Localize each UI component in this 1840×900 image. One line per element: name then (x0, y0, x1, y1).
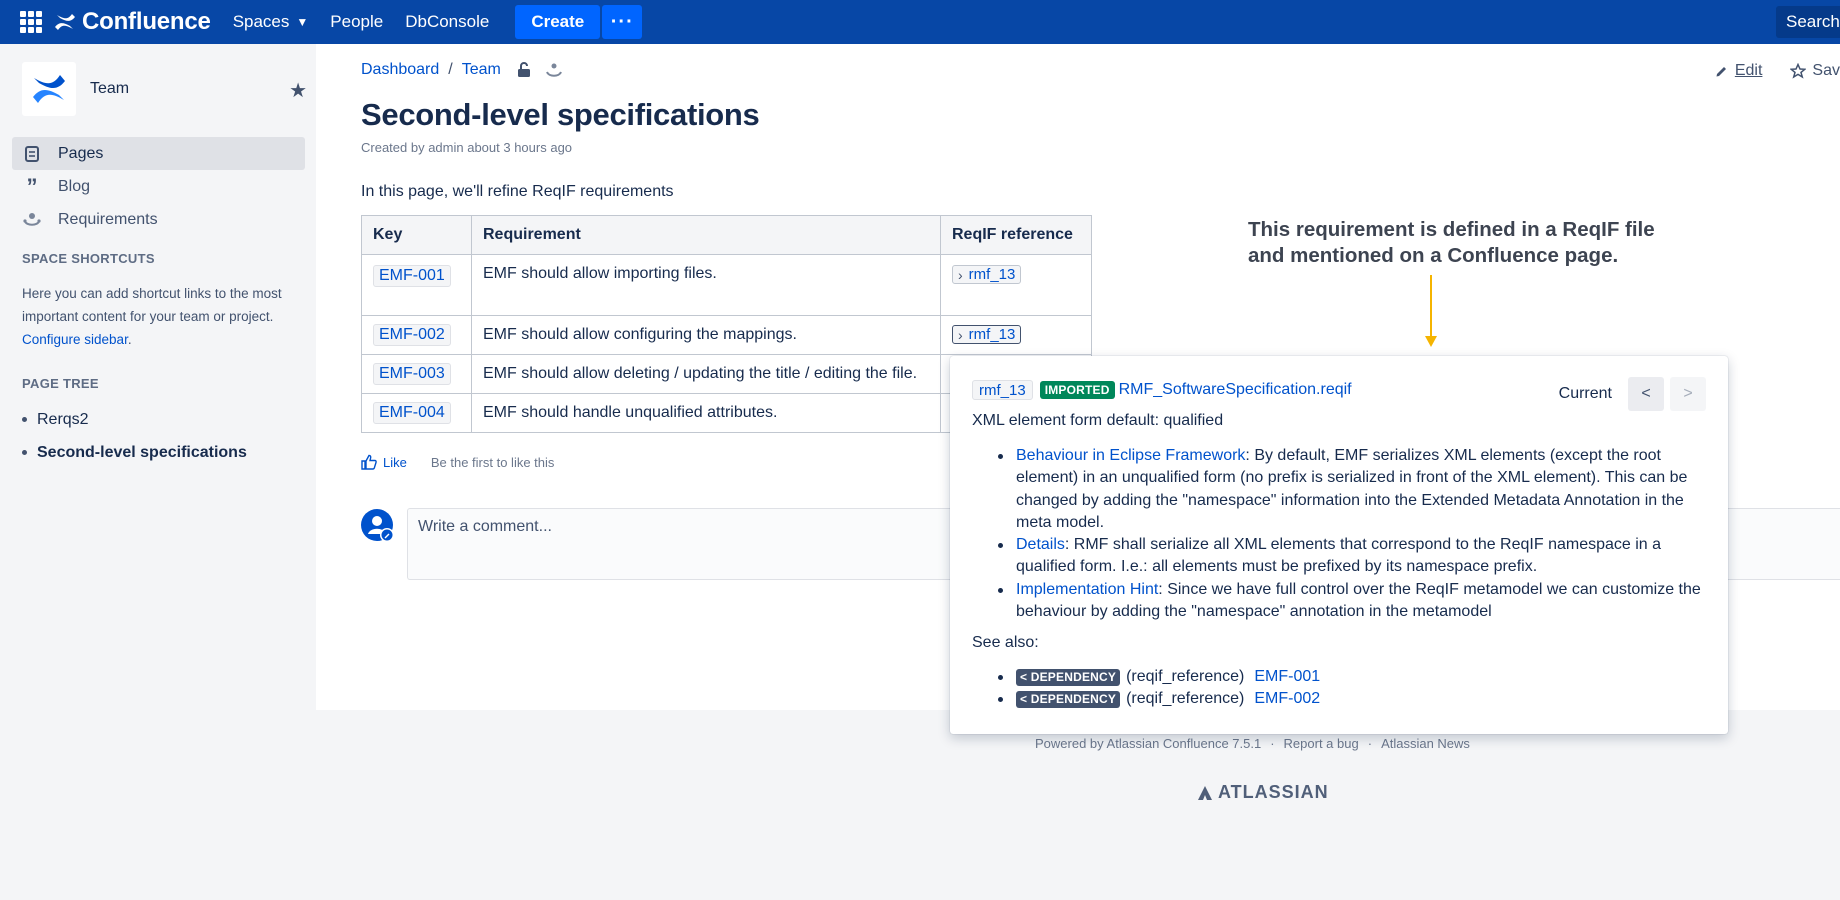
page-intro: In this page, we'll refine ReqIF requirements (361, 183, 674, 200)
page-tree (22, 403, 247, 469)
column-header-requirement: Requirement (472, 216, 941, 255)
sidebar-item-requirements[interactable] (12, 203, 305, 236)
thumbs-up-icon (361, 454, 377, 470)
create-button[interactable]: Create (515, 5, 600, 39)
atlassian-logo-icon (1197, 785, 1213, 801)
detail-title-link[interactable]: Behaviour in Eclipse Framework (1016, 447, 1246, 464)
app-switcher-icon[interactable] (20, 11, 42, 33)
like-row (361, 454, 554, 470)
requirement-cell: EMF should allow configuring the mappings. (472, 316, 941, 355)
spaces-menu[interactable] (233, 12, 309, 32)
reqif-id-chip[interactable]: rmf_13 (972, 380, 1033, 400)
list-item (972, 579, 1706, 624)
tree-item-rerqs2[interactable] (22, 403, 247, 436)
edit-label: Edit (1734, 62, 1763, 79)
reference-cell (941, 316, 1092, 355)
see-also-label: See also: (972, 634, 1039, 651)
list-item (972, 445, 1706, 534)
save-for-later-button[interactable] (1790, 62, 1840, 80)
star-outline-icon (1790, 63, 1806, 79)
page-status-icon[interactable] (545, 61, 563, 79)
space-header (22, 62, 307, 116)
reqif-reference-label: rmf_13 (968, 326, 1016, 344)
quote-icon: ” (26, 173, 38, 199)
footer-links (1035, 736, 1470, 751)
sidebar-item-label: Blog (58, 177, 91, 195)
current-version-label: Current (1558, 385, 1612, 402)
chevron-right-icon: › (958, 326, 963, 343)
page-actions (1687, 62, 1840, 80)
page-icon (22, 146, 42, 162)
chevron-right-icon: › (958, 266, 963, 283)
space-shortcuts-text: Here you can add shortcut links to the most important content for your team or project. Configure sidebar. (22, 286, 282, 347)
breadcrumb-team[interactable]: Team (461, 61, 501, 78)
requirement-cell: EMF should allow deleting / updating the title / editing the file. (472, 355, 941, 394)
space-name[interactable]: Team (90, 80, 130, 97)
key-cell (362, 316, 472, 355)
sidebar (0, 44, 316, 900)
annotation-callout (1248, 217, 1655, 269)
next-version-button[interactable]: > (1670, 377, 1706, 411)
pencil-icon (1715, 64, 1729, 78)
page-title: Second-level specifications (361, 97, 760, 132)
like-label: Like (383, 454, 407, 470)
powered-by-text: Powered by Atlassian Confluence 7.5.1 (1035, 736, 1262, 751)
version-navigation (1559, 377, 1706, 411)
requirement-key-link[interactable]: EMF-004 (373, 402, 451, 424)
search-input[interactable]: Search (1776, 6, 1840, 38)
sidebar-item-label: Requirements (58, 210, 158, 228)
dependency-link[interactable]: EMF-001 (1254, 668, 1321, 686)
reqif-reference-chip[interactable] (952, 265, 1021, 284)
list-item (972, 534, 1706, 579)
like-hint: Be the first to like this (430, 454, 555, 470)
footer (316, 710, 1840, 900)
requirement-cell: EMF should allow importing files. (472, 255, 941, 316)
column-header-key: Key (362, 216, 472, 255)
top-navigation (0, 0, 1840, 44)
edit-button[interactable] (1715, 62, 1763, 80)
breadcrumb-separator: / (448, 61, 453, 78)
table-row (362, 255, 1092, 316)
space-logo[interactable] (22, 62, 76, 116)
atlassian-news-link[interactable]: Atlassian News (1381, 736, 1470, 751)
requirement-key-link[interactable]: EMF-003 (373, 363, 451, 385)
dependency-type: (reqif_reference) (1126, 690, 1245, 708)
dependency-type: (reqif_reference) (1126, 668, 1245, 686)
star-icon[interactable]: ★ (289, 80, 307, 102)
dependency-badge: < DEPENDENCY (1016, 669, 1120, 686)
detail-text: : Since we have full control over the ReqIF metamodel we can customize the behaviour by adding the "namespace" annotation in the metamodel (1016, 580, 1701, 621)
reqif-file-link[interactable]: RMF_SoftwareSpecification.reqif (1118, 381, 1352, 398)
spaces-label: Spaces (232, 12, 290, 31)
requirement-key-link[interactable]: EMF-002 (373, 324, 451, 346)
column-header-reqif-reference: ReqIF reference (941, 216, 1092, 255)
space-shortcuts-title: SPACE SHORTCUTS (22, 251, 155, 266)
dependency-badge: < DEPENDENCY (1016, 691, 1120, 708)
atlassian-brand: ATLASSIAN (1218, 782, 1329, 802)
detail-title-link[interactable]: Implementation Hint (1016, 580, 1159, 598)
requirement-key-link[interactable]: EMF-001 (373, 265, 451, 287)
dbconsole-link[interactable]: DbConsole (405, 12, 490, 31)
create-more-button[interactable]: ··· (602, 5, 642, 39)
annotation-arrow (1430, 275, 1432, 340)
arrow-down-icon (1425, 336, 1437, 347)
requirement-cell: EMF should handle unqualified attributes. (472, 394, 941, 433)
avatar (361, 509, 395, 543)
bullet-icon (22, 417, 27, 422)
people-link[interactable]: People (330, 12, 384, 31)
footer-separator: · (1367, 736, 1373, 751)
shortcuts-description: Here you can add shortcut links to the most important content for your team or project. (22, 286, 282, 324)
dependency-link[interactable]: EMF-002 (1254, 690, 1321, 708)
unlock-icon[interactable] (517, 62, 531, 78)
annotation-line: and mentioned on a Confluence page. (1248, 244, 1619, 267)
like-button[interactable] (361, 454, 407, 470)
detail-text: : By default, EMF serializes XML elements (except the root element) in an unqualified form (no prefix is serialized in front of the XML element). This can be changed by adding the "namespace" information into the Extended Metadata Annotation in the meta model. (1016, 447, 1688, 531)
popup-header (972, 380, 1352, 400)
status-badge: IMPORTED (1040, 381, 1115, 399)
save-label: Sav (1812, 62, 1840, 79)
detail-text: : RMF shall serialize all XML elements that correspond to the ReqIF namespace in a qualified form. I.e.: all elements must be prefixed by its namespace prefix. (1016, 536, 1662, 576)
requirements-icon (22, 212, 42, 228)
table-header-row (362, 216, 1092, 255)
report-bug-link[interactable]: Report a bug (1283, 736, 1359, 751)
sidebar-nav (12, 137, 305, 236)
reqif-reference-label: rmf_13 (968, 266, 1016, 283)
dependencies-list (972, 666, 1320, 711)
key-cell (362, 355, 472, 394)
breadcrumb (361, 61, 563, 79)
reference-cell (941, 255, 1092, 316)
chevron-down-icon: ▼ (296, 15, 309, 29)
list-item (972, 688, 1320, 710)
configure-sidebar-link[interactable]: Configure sidebar (22, 332, 128, 347)
sidebar-item-pages[interactable] (12, 137, 305, 170)
breadcrumb-dashboard[interactable]: Dashboard (361, 61, 440, 78)
tree-item-label: Rerqs2 (37, 410, 89, 428)
detail-title-link[interactable]: Details (1016, 536, 1065, 554)
key-cell (362, 394, 472, 433)
bullet-icon (22, 450, 27, 455)
table-row (362, 316, 1092, 355)
atlassian-logo (1197, 782, 1329, 803)
confluence-logo[interactable] (54, 8, 211, 36)
list-item (972, 666, 1320, 688)
page-tree-title: PAGE TREE (22, 376, 99, 391)
key-cell (362, 255, 472, 316)
previous-version-button[interactable]: < (1628, 377, 1664, 411)
confluence-space-icon (31, 72, 67, 106)
footer-separator: · (1270, 736, 1275, 751)
xml-form-default: XML element form default: qualified (972, 412, 1224, 429)
sidebar-item-blog[interactable] (12, 170, 305, 203)
reqif-reference-chip[interactable] (952, 325, 1021, 344)
annotation-line: This requirement is defined in a ReqIF file (1248, 218, 1655, 241)
tree-item-label: Second-level specifications (37, 443, 247, 461)
page-byline: Created by admin about 3 hours ago (361, 140, 573, 155)
reqif-details-popup (950, 356, 1728, 734)
confluence-logo-icon (54, 12, 76, 32)
requirement-details-list (972, 445, 1706, 623)
comment-input[interactable]: Write a comment... (407, 508, 1840, 580)
product-name: Confluence (82, 8, 211, 35)
tree-item-second-level-specifications[interactable] (22, 436, 247, 469)
sidebar-item-label: Pages (58, 144, 104, 162)
